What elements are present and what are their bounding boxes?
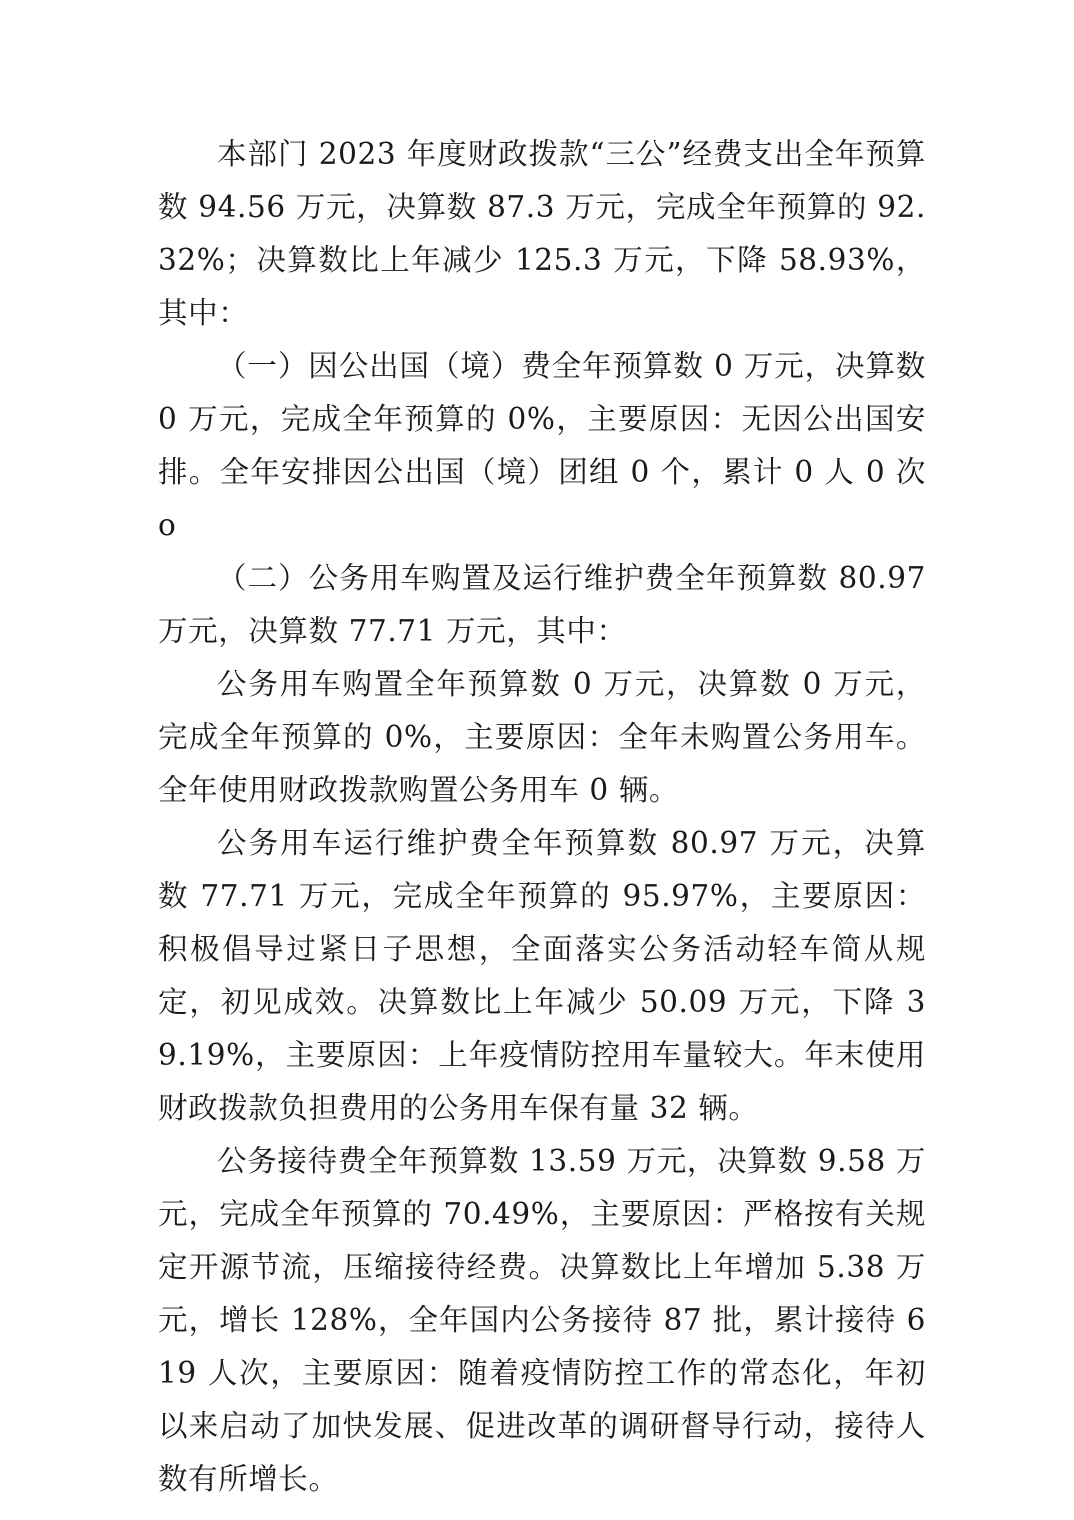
paragraph-summary: 本部门 2023 年度财政拨款“三公”经费支出全年预算数 94.56 万元，决算数 87.3 万元，完成全年预算的 92.32%；决算数比上年减少 125.3 万元，下降 58.93%，其中： — [158, 137, 926, 330]
paragraph-vehicle-maintenance: 公务用车运行维护费全年预算数 80.97 万元，决算数 77.71 万元，完成全年预算的 95.97%，主要原因：积极倡导过紧日子思想，全面落实公务活动轻车简从规定，初见成效。决算数比上年减少 50.09 万元，下降 39.19%，主要原因：上年疫情防控用车量较大。年末使用财政拨款负担费用的公务用车保有量 32 辆。 — [158, 826, 926, 1125]
paragraph-item-one-overseas: （一）因公出国（境）费全年预算数 0 万元，决算数 0 万元，完成全年预算的 0%，主要原因：无因公出国安排。全年安排因公出国（境）团组 0 个，累计 0 人 0 次o — [158, 349, 926, 542]
paragraph-hospitality: 公务接待费全年预算数 13.59 万元，决算数 9.58 万元，完成全年预算的 70.49%，主要原因：严格按有关规定开源节流，压缩接待经费。决算数比上年增加 5.38 万元，增长 128%，全年国内公务接待 87 批，累计接待 619 人次，主要原因：随着疫情防控工作的常态化，年初以来启动了加快发展、促进改革的调研督导行动，接待人数有所增长。 — [158, 1144, 926, 1496]
paragraph-vehicle-purchase: 公务用车购置全年预算数 0 万元，决算数 0 万元，完成全年预算的 0%，主要原因：全年未购置公务用车。全年使用财政拨款购置公务用车 0 辆。 — [158, 667, 926, 807]
document-body — [158, 128, 926, 1506]
paragraph-item-two-vehicle: （二）公务用车购置及运行维护费全年预算数 80.97 万元，决算数 77.71 万元，其中： — [158, 561, 926, 648]
